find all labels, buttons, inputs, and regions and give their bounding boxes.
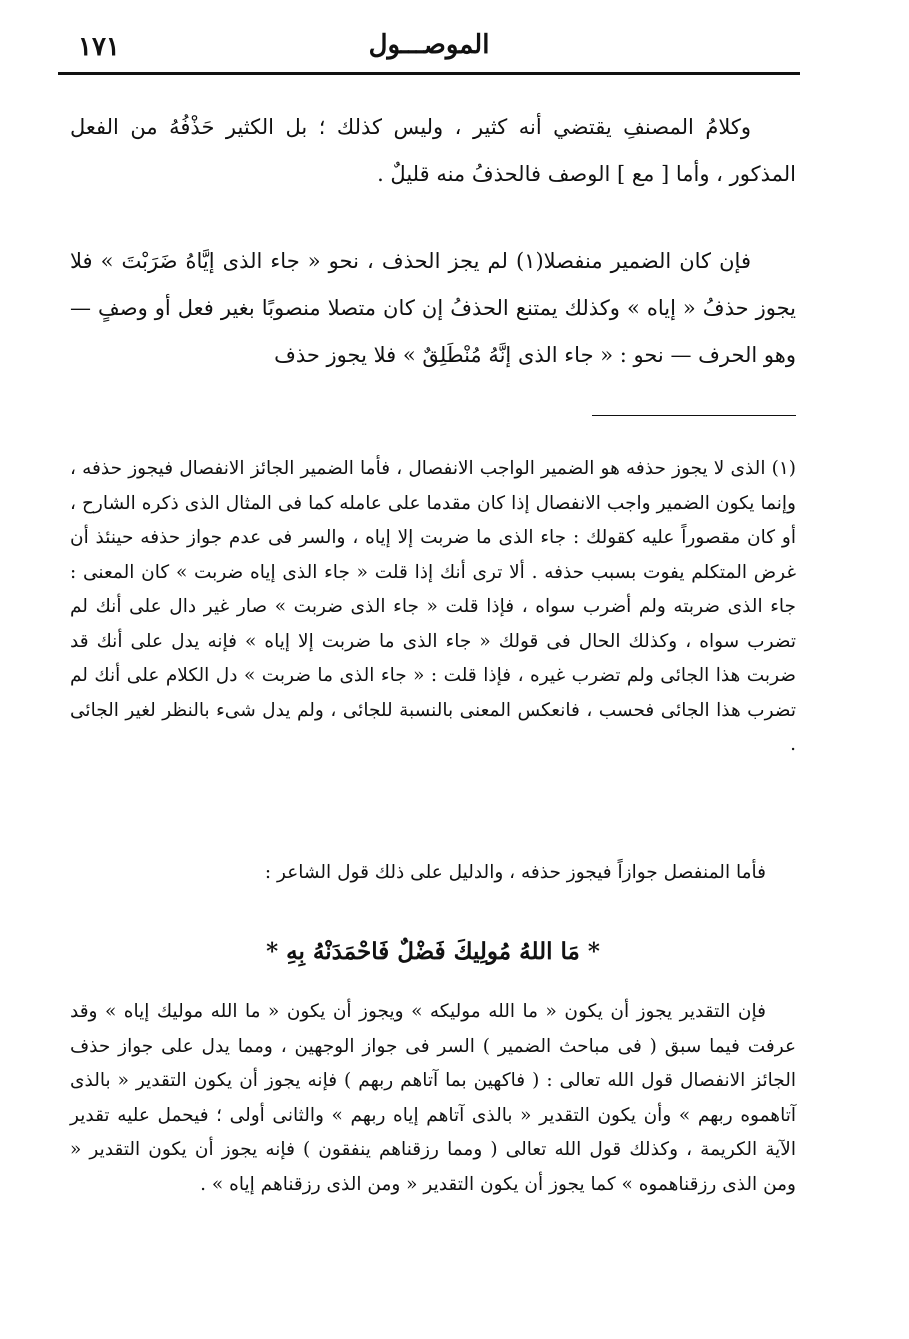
footnote-1: (١) الذى لا يجوز حذفه هو الضمير الواجب الانفصال ، فأما الضمير الجائز الانفصال فيجوز حذفه ، وإنما يكون الضمير واجب الانفصال إذا كان مقدما على عامله كما فى المثال الذى ذكره الشارح ، أو كان مقصوراً عليه كقولك : جاء الذى ما ضربت إلا إياه ، والسر فى عدم جواز حذفه حينئذ أن غرض المتكلم يفوت بسبب حذفه . ألا ترى أنك إذا قلت « جاء الذى إياه ضربت » كان المعنى : جاء الذى ضربته ولم أضرب سواه ، فإذا قلت « جاء الذى ضربت » صار غير دال على أنك لم تضرب سواه ، وكذلك الحال فى قولك « جاء الذى ما ضربت إلا إياه » فإنه يدل على أنك قد ضربت هذا الجائى ولم تضرب غيره ، فإذا قلت : « جاء الذى ما ضربت » دل الكلام على أنك لم تضرب هذا الجائى فحسب ، فانعكس المعنى بالنسبة للجائى ، ولم يدل شىء بالنظر لغير الجائى . bbox=[70, 458, 796, 755]
page-number: ١٧١ bbox=[78, 32, 120, 62]
body-paragraph-2: فإن كان الضمير منفصلا(١) لم يجز الحذف ، نحو « جاء الذى إيَّاهُ ضَرَبْتَ » فلا يجوز حذفُ « إياه » وكذلك يمتنع الحذفُ إن كان متصلا منصوبًا بغير فعل أو وصفٍ — وهو الحرف — نحو : « جاء الذى إنَّهُ مُنْطَلِقٌ » فلا يجوز حذف bbox=[70, 249, 796, 367]
footnote-paragraph-2: فأما المنفصل جوازاً فيجوز حذفه ، والدليل على ذلك قول الشاعر : bbox=[264, 862, 766, 883]
chapter-title: الموصـــول bbox=[368, 30, 490, 60]
footnote-separator bbox=[592, 415, 796, 416]
body-paragraph-1: وكلامُ المصنفِ يقتضي أنه كثير ، وليس كذلك ؛ بل الكثير حَذْفُهُ من الفعل المذكور ، وأما [ مع ] الوصف فالحذفُ منه قليلٌ . bbox=[70, 115, 796, 186]
running-header bbox=[58, 26, 800, 70]
header-rule bbox=[58, 72, 800, 75]
poetry-verse: * مَا اللهُ مُولِيكَ فَضْلٌ فَاحْمَدَنْهُ بِهِ * bbox=[266, 938, 600, 965]
footnote-paragraph-3: فإن التقدير يجوز أن يكون « ما الله موليكه » ويجوز أن يكون « ما الله موليك إياه » وقد عرفت فيما سبق ( فى مباحث الضمير ) السر فى جواز الوجهين ، ومما يدل على جواز حذف الجائز الانفصال قول الله تعالى : ( فاكهين بما آتاهم ربهم ) فإنه يجوز أن يكون التقدير « بالذى آتاهموه ربهم » وأن يكون التقدير « بالذى آتاهم إياه ربهم » والثانى أولى ؛ فيحمل عليه تقدير الآية الكريمة ، وكذلك قول الله تعالى ( ومما رزقناهم ينفقون ) فإنه يجوز أن يكون التقدير « ومن الذى رزقناهموه » كما يجوز أن يكون التقدير « ومن الذى رزقناهم إياه » . bbox=[70, 1001, 796, 1195]
